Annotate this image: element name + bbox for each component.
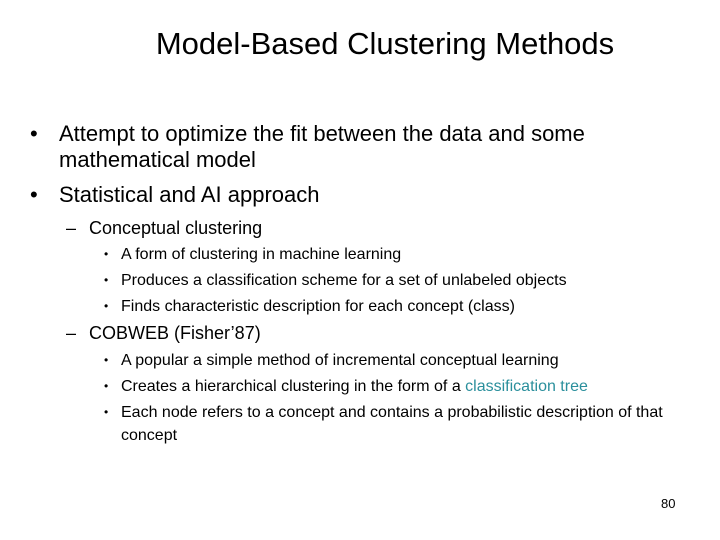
- detail-text: Each node refers to a concept and contains a probabilistic description of that concept: [121, 404, 663, 444]
- bullet-symbol: •: [104, 247, 109, 261]
- page-number: 80: [661, 496, 676, 511]
- detail-text: A popular a simple method of incremental conceptual learning: [121, 352, 559, 369]
- bullet-symbol: •: [104, 405, 109, 419]
- detail-text: Finds characteristic description for each concept (class): [121, 298, 515, 315]
- detail-text-plain: Creates a hierarchical clustering in the form of a: [121, 378, 466, 395]
- bullet-symbol: •: [104, 299, 109, 313]
- bullet-symbol: •: [30, 182, 38, 207]
- detail-text: [121, 375, 711, 398]
- slide-title: Model-Based Clustering Methods: [155, 26, 615, 61]
- bullet-symbol: •: [30, 121, 38, 146]
- bullet-symbol: •: [104, 273, 109, 287]
- bullet-symbol: •: [104, 353, 109, 367]
- dash-symbol: –: [66, 323, 77, 343]
- bullet-text: Attempt to optimize the fit between the data and some mathematical model: [59, 121, 585, 172]
- sub-bullet-text: Conceptual clustering: [89, 218, 263, 238]
- sub-bullet-text: COBWEB (Fisher’87): [89, 323, 261, 343]
- detail-text: Produces a classification scheme for a set of unlabeled objects: [121, 272, 567, 289]
- bullet-text: Statistical and AI approach: [59, 182, 320, 207]
- highlighted-term: classification tree: [465, 378, 588, 395]
- bullet-symbol: •: [104, 379, 109, 393]
- dash-symbol: –: [66, 218, 77, 238]
- detail-text: A form of clustering in machine learning: [121, 246, 402, 263]
